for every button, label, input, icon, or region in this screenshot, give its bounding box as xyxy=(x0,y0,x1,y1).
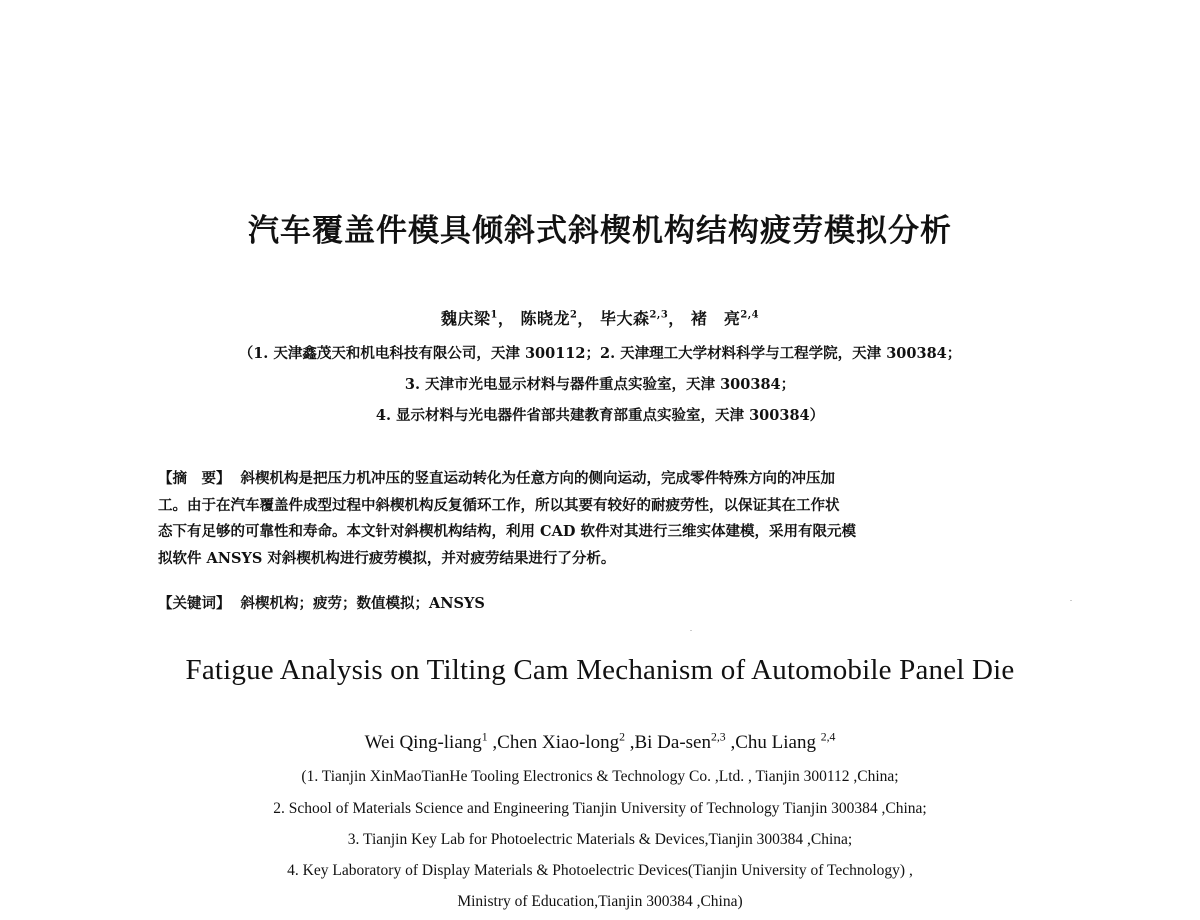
scan-speck xyxy=(1070,600,1072,601)
author: 陈晓龙 xyxy=(520,309,570,328)
author-affiliation-marker: 2,3 xyxy=(649,309,669,321)
english-affiliation-line: (1. Tianjin XinMaoTianHe Tooling Electronics & Technology Co. ,Ltd. , Tianjin 300112 ,China; xyxy=(301,768,899,785)
english-author-list xyxy=(0,732,1200,754)
english-affiliation-line: Ministry of Education,Tianjin 300384 ,China) xyxy=(457,893,743,910)
author-affiliation-marker: 1 xyxy=(481,730,488,744)
chinese-affiliation-line: （1. 天津鑫茂天和机电科技有限公司，天津 300112；2. 天津理工大学材料科学与工程学院，天津 300384； xyxy=(238,345,962,362)
abstract-text: 斜楔机构是把压力机冲压的竖直运动转化为任意方向的侧向运动，完成零件特殊方向的冲压加 xyxy=(240,470,835,487)
chinese-abstract xyxy=(158,466,1028,572)
chinese-title: 汽车覆盖件模具倾斜式斜楔机构结构疲劳模拟分析 xyxy=(248,213,952,249)
keywords-text: 斜楔机构；疲劳；数值模拟；ANSYS xyxy=(240,595,485,612)
abstract-label: 【摘 要】 xyxy=(158,471,231,487)
author: 毕大森 xyxy=(599,309,650,328)
english-affiliation-line: 2. School of Materials Science and Engineering Tianjin University of Technology Tianjin 300384 ,China; xyxy=(273,800,927,817)
author-affiliation-marker: 2,4 xyxy=(820,730,836,744)
scan-speck xyxy=(690,630,692,631)
abstract-line: 态下有足够的可靠性和寿命。本文针对斜楔机构结构，利用 CAD 软件对其进行三维实体建模，采用有限元模 xyxy=(158,523,856,540)
chinese-affiliation-line: 4. 显示材料与光电器件省部共建教育部重点实验室，天津 300384） xyxy=(375,407,825,424)
author-affiliation-marker: 2,3 xyxy=(710,730,726,744)
author-affiliation-marker: 1 xyxy=(490,309,498,321)
author-affiliation-marker: 2,4 xyxy=(740,309,760,321)
author: Wei Qing-liang xyxy=(364,732,482,753)
author-separator: , xyxy=(725,732,736,753)
abstract-line xyxy=(158,466,1028,493)
author-separator: ， xyxy=(668,309,685,328)
author: Chu Liang xyxy=(735,732,821,753)
abstract-line: 拟软件 ANSYS 对斜楔机构进行疲劳模拟，并对疲劳结果进行了分析。 xyxy=(158,549,616,567)
chinese-affiliation-line: 3. 天津市光电显示材料与器件重点实验室，天津 300384； xyxy=(404,376,796,393)
author-separator: , xyxy=(624,732,635,753)
author-separator: , xyxy=(487,732,498,753)
keywords-label: 【关键词】 xyxy=(158,596,231,612)
chinese-author-list xyxy=(0,306,1200,329)
author-separator: ， xyxy=(497,309,515,328)
english-title: Fatigue Analysis on Tilting Cam Mechanism of Automobile Panel Die xyxy=(185,654,1015,686)
author-affiliation-marker: 2 xyxy=(569,309,578,321)
author: 褚 亮 xyxy=(690,309,741,328)
abstract-line: 工。由于在汽车覆盖件成型过程中斜楔机构反复循环工作，所以其要有较好的耐疲劳性，以保证其在工作状 xyxy=(158,496,840,514)
english-affiliation-line: 3. Tianjin Key Lab for Photoelectric Materials & Devices,Tianjin 300384 ,China; xyxy=(347,831,853,848)
author-affiliation-marker: 2 xyxy=(619,730,625,744)
author-separator: ， xyxy=(577,309,594,328)
english-affiliation-line: 4. Key Laboratory of Display Materials & Photoelectric Devices(Tianjin University of Technology) , xyxy=(287,862,913,879)
author: Chen Xiao-long xyxy=(497,732,620,753)
chinese-keywords xyxy=(158,592,485,613)
author: 魏庆梁 xyxy=(440,309,491,328)
author: Bi Da-sen xyxy=(634,732,711,753)
